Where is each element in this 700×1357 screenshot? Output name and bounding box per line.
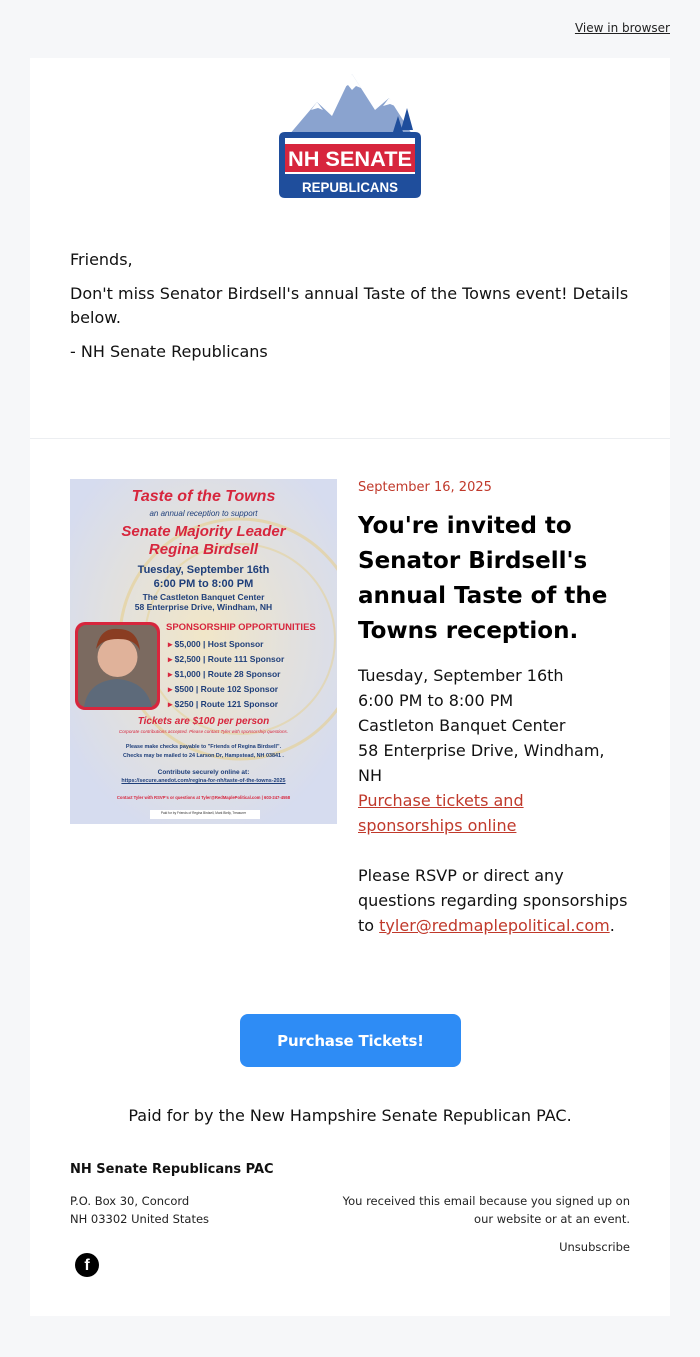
flyer-sponsorship-list: [168, 637, 284, 712]
flyer-subtitle: an annual reception to support: [149, 509, 258, 518]
flyer-sponsorship-item: ▸ $250 | Route 121 Sponsor: [168, 699, 279, 709]
event-title: You're invited to Senator Birdsell's annual Taste of the Towns reception.: [358, 513, 608, 644]
intro-body: Don't miss Senator Birdsell's annual Taste of the Towns event! Details below.: [70, 284, 629, 327]
event-day: Tuesday, September 16th: [358, 666, 564, 685]
rsvp-text: Please RSVP or direct any questions regarding sponsorships to tyler@redmaplepolitical.com.: [358, 866, 628, 935]
flyer-checks-line1: Please make checks payable to "Friends of Regina Birdsell".: [125, 744, 282, 750]
flyer-honoree-line2: Regina Birdsell: [148, 541, 259, 558]
flyer-checks-line2: Checks may be mailed to 24 Larson Dr, Hampstead, NH 03841 .: [123, 753, 284, 759]
flyer-contact: Contact Tyler with RSVP's or questions at Tyler@RedMaplePolitical.com | 603-247-4558: [116, 795, 291, 800]
logo-line1: NH SENATE: [288, 148, 412, 171]
event-time: 6:00 PM to 8:00 PM: [358, 691, 514, 710]
flyer-sponsorship-item: ▸ $1,000 | Route 28 Sponsor: [168, 669, 281, 679]
unsubscribe-link[interactable]: Unsubscribe: [559, 1240, 630, 1254]
flyer-corporate-note: Corporate contributions accepted. Please contact Tyler with sponsorship questions.: [118, 729, 289, 734]
purchase-tickets-button[interactable]: Purchase Tickets!: [240, 1014, 461, 1067]
footer-org-name: NH Senate Republicans PAC: [70, 1162, 274, 1177]
flyer-tickets: Tickets are $100 per person: [137, 716, 270, 727]
footer-reason: You received this email because you signed up on our website or at an event.: [342, 1194, 630, 1226]
section-divider: [30, 438, 670, 439]
flyer-date: Tuesday, September 16th: [137, 564, 270, 576]
facebook-icon[interactable]: f: [75, 1253, 99, 1277]
view-in-browser-link[interactable]: View in browser: [574, 21, 670, 35]
greeting: Friends,: [70, 250, 133, 269]
event-date: September 16, 2025: [358, 480, 492, 495]
flyer-online-label: Contribute securely online at:: [157, 769, 250, 776]
flyer-title: Taste of the Towns: [131, 488, 276, 505]
paid-for-disclaimer: Paid for by the New Hampshire Senate Republican PAC.: [128, 1106, 572, 1125]
flyer-sponsorship-heading: SPONSORSHIP OPPORTUNITIES: [166, 622, 316, 633]
email-card: [30, 58, 670, 1316]
event-address: 58 Enterprise Drive, Windham, NH: [358, 741, 605, 785]
flyer-address: 58 Enterprise Drive, Windham, NH: [134, 602, 273, 612]
flyer-time: 6:00 PM to 8:00 PM: [153, 578, 254, 590]
intro-message: [70, 248, 630, 374]
flyer-sponsorship-item: ▸ $2,500 | Route 111 Sponsor: [168, 654, 285, 664]
purchase-tickets-link[interactable]: Purchase tickets and sponsorships online: [358, 791, 524, 835]
contact-email-link[interactable]: tyler@redmaplepolitical.com: [379, 916, 610, 935]
nh-senate-republicans-logo: [277, 72, 423, 200]
flyer-honoree-line1: Senate Majority Leader: [121, 523, 286, 540]
flyer-sponsorship-item: ▸ $500 | Route 102 Sponsor: [168, 684, 279, 694]
signoff: - NH Senate Republicans: [70, 342, 268, 361]
event-details: [358, 479, 630, 938]
flyer-venue: The Castleton Banquet Center: [142, 592, 265, 602]
footer-address: P.O. Box 30, Concord NH 03302 United States: [70, 1194, 210, 1226]
event-body: [358, 663, 630, 938]
logo-line2: REPUBLICANS: [302, 179, 398, 195]
flyer-sponsorship-item: ▸ $5,000 | Host Sponsor: [168, 639, 264, 649]
flyer-paid-for: Paid for by Friends of Regina Birdsell, Mark Bielly, Treasurer: [160, 811, 247, 815]
event-venue: Castleton Banquet Center: [358, 716, 566, 735]
event-flyer-image[interactable]: [70, 479, 337, 824]
flyer-online-url: https://secure.anedot.com/regina-for-nh/taste-of-the-towns-2025: [121, 778, 286, 784]
